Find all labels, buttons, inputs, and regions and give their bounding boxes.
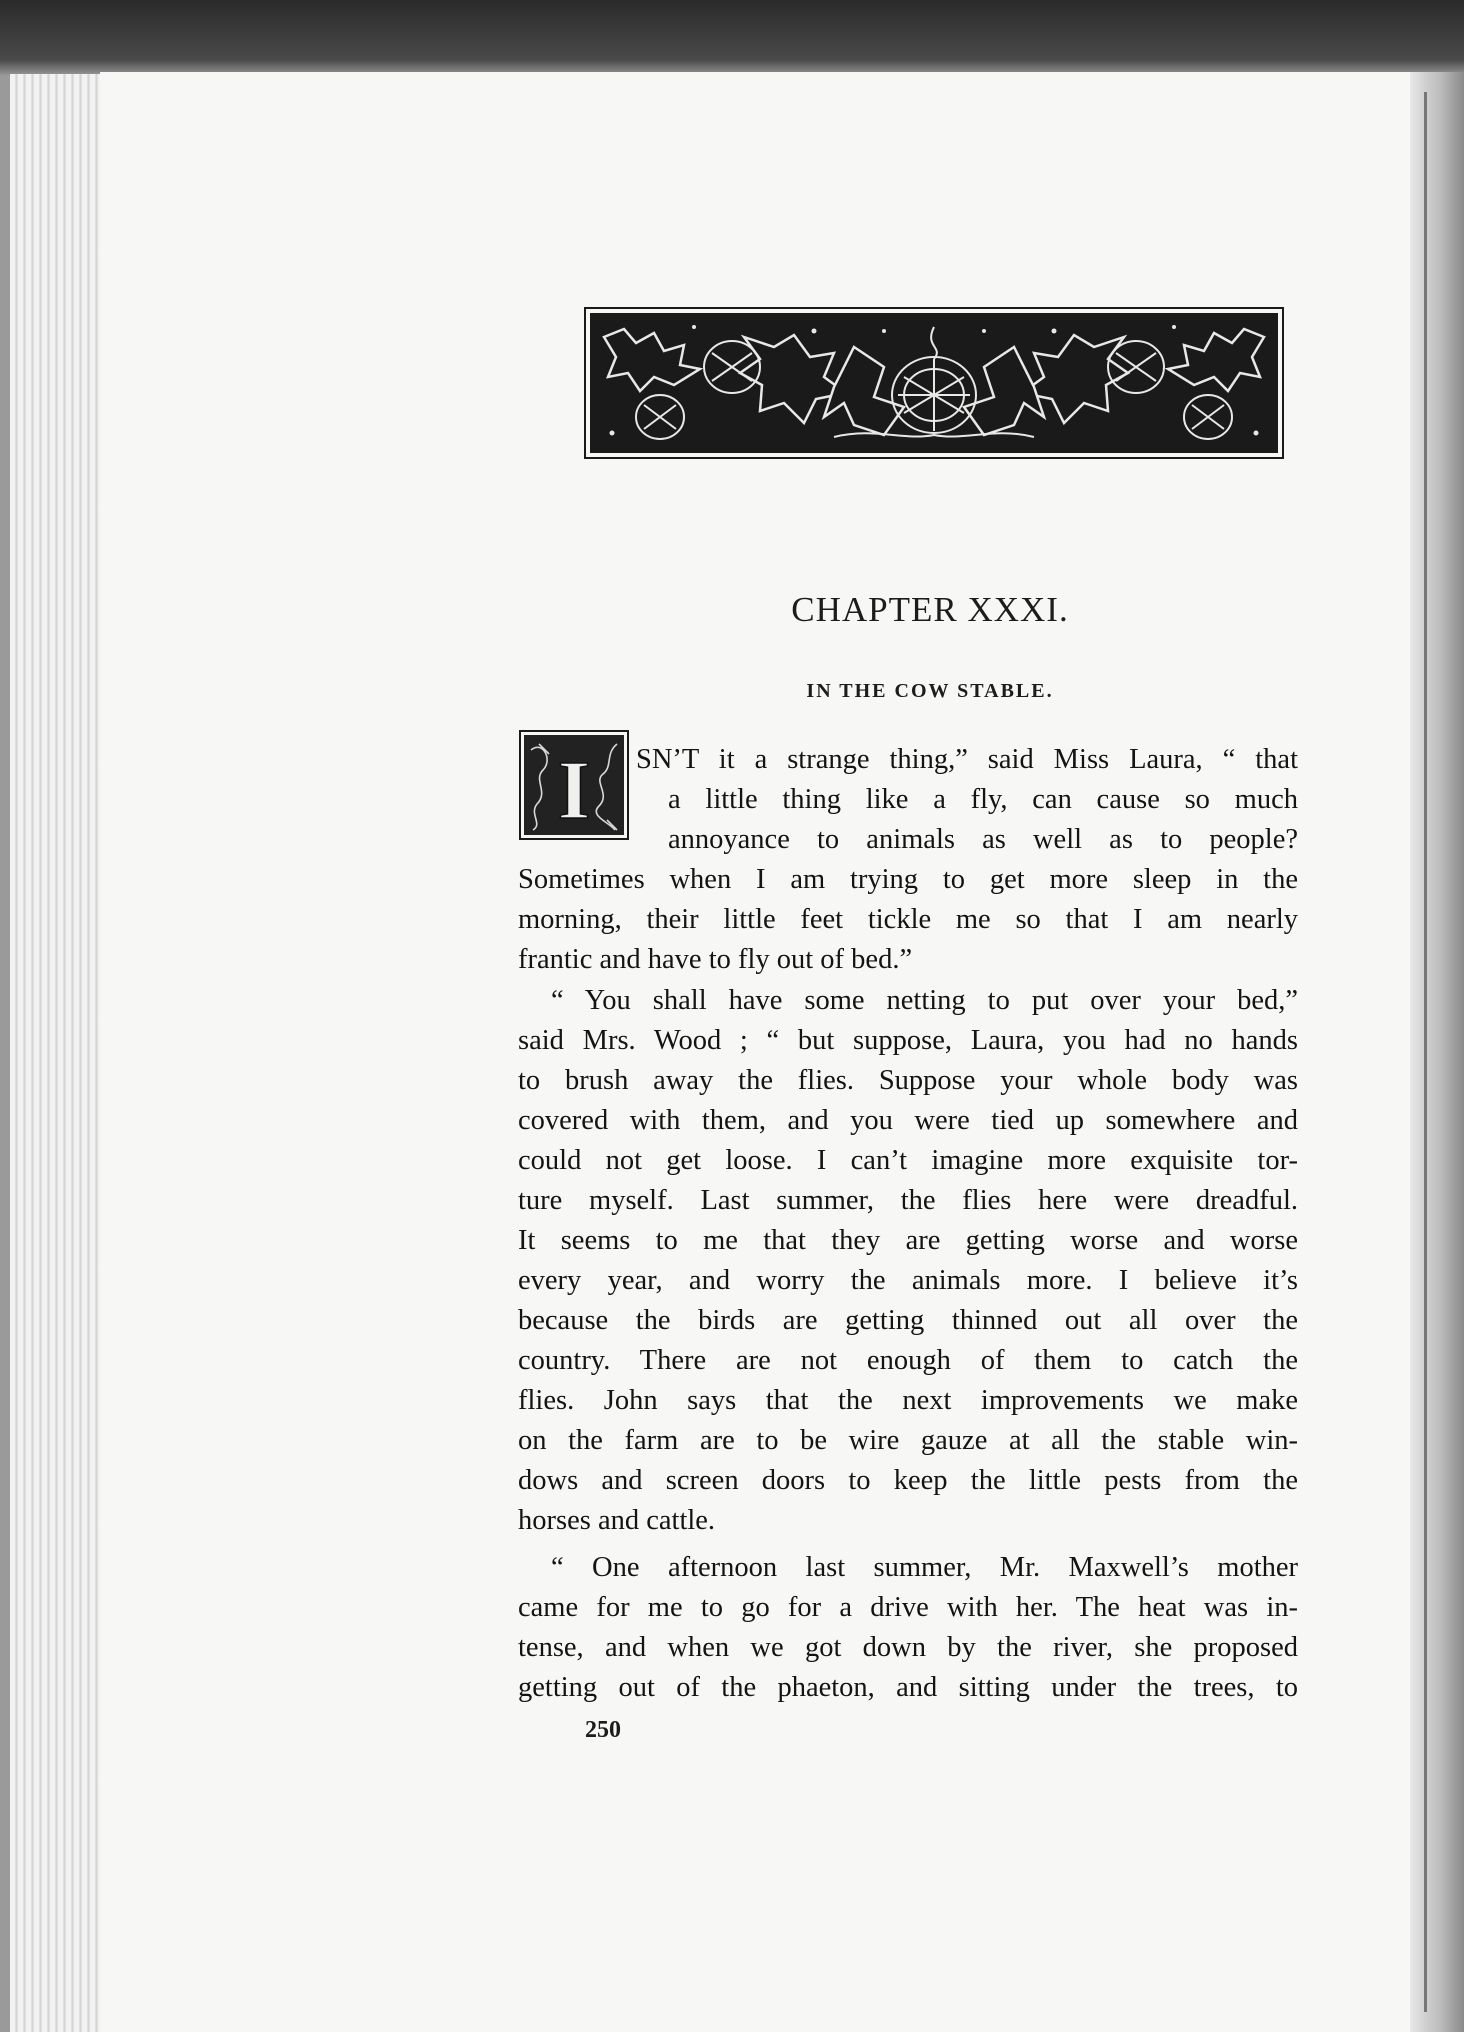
text-line: “ You shall have some netting to put over your bed,” — [551, 985, 1298, 1016]
text-line: It seems to me that they are getting worse and worse — [518, 1225, 1298, 1256]
text-line: flies. John says that the next improvements we make — [518, 1385, 1298, 1416]
text-line: ture myself. Last summer, the flies here were dreadful. — [518, 1185, 1298, 1216]
text-line: a little thing like a fly, can cause so much — [668, 784, 1298, 815]
text-line: on the farm are to be wire gauze at all the stable win- — [518, 1425, 1298, 1456]
text-line: morning, their little feet tickle me so that I am nearly — [518, 904, 1298, 935]
chapter-heading: CHAPTER XXXI. — [791, 590, 1069, 629]
chapter-subheading: IN THE COW STABLE. — [806, 680, 1054, 702]
text-line: SN’T it a strange thing,” said Miss Laura, “ that — [636, 744, 1298, 775]
thistle-headpiece-ornament — [584, 307, 1284, 459]
text-line: horses and cattle. — [518, 1505, 716, 1536]
text-line: tense, and when we got down by the river, she proposed — [518, 1632, 1298, 1663]
text-line: “ One afternoon last summer, Mr. Maxwell’s mother — [551, 1552, 1298, 1583]
page-number: 250 — [585, 1717, 621, 1743]
text-line: getting out of the phaeton, and sitting under the trees, to — [518, 1672, 1298, 1703]
text-line: annoyance to animals as well as to people? — [668, 824, 1298, 855]
text-line: covered with them, and you were tied up somewhere and — [518, 1105, 1298, 1136]
text-line: country. There are not enough of them to catch the — [518, 1345, 1298, 1376]
text-line: came for me to go for a drive with her. The heat was in- — [518, 1592, 1298, 1623]
drop-cap-initial — [519, 730, 629, 840]
text-line: Sometimes when I am trying to get more sleep in the — [518, 864, 1298, 895]
drop-cap-letter: I — [557, 744, 591, 837]
book-spine-edge — [1410, 72, 1464, 2032]
text-line: dows and screen doors to keep the little pests from the — [518, 1465, 1298, 1496]
text-line: to brush away the flies. Suppose your whole body was — [518, 1065, 1298, 1096]
text-line: said Mrs. Wood ; “ but suppose, Laura, you had no hands — [518, 1025, 1298, 1056]
text-line: because the birds are getting thinned out all over the — [518, 1305, 1298, 1336]
text-line: every year, and worry the animals more. I believe it’s — [518, 1265, 1298, 1296]
text-line: could not get loose. I can’t imagine more exquisite tor- — [518, 1145, 1298, 1176]
page-edges — [10, 74, 107, 2032]
text-line: frantic and have to fly out of bed.” — [518, 944, 913, 975]
